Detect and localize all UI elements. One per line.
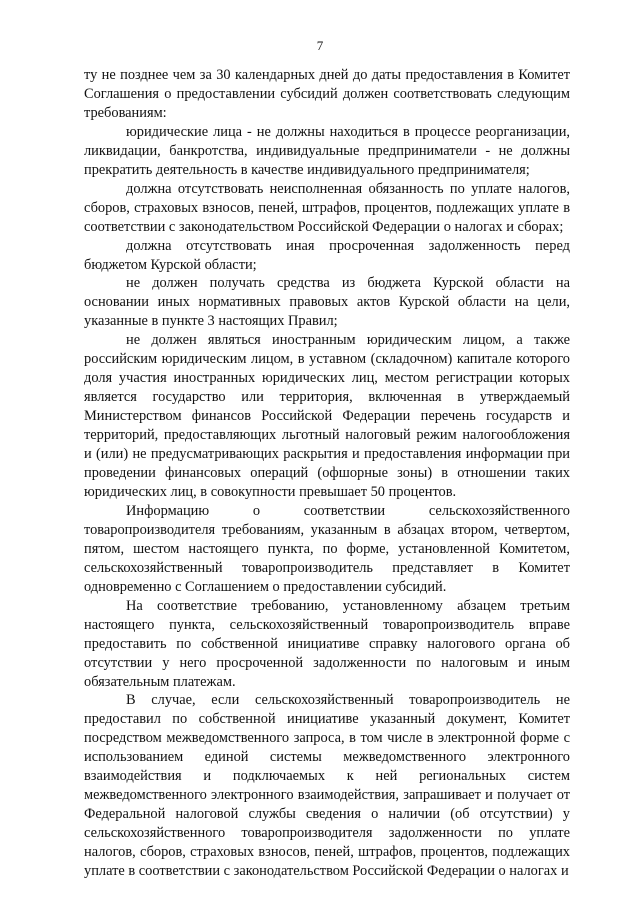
paragraph-tax-certificate: На соответствие требованию, установленному абзацем третьим настоящего пункта, сельскохозяйственный товаропроизводитель вправе предоставить по собственной инициативе справку налогового органа об отсутствии у него просроченной задолженности по налоговым и иным обязательным платежам.: [84, 597, 570, 690]
paragraph-requirement-foreign-entity: не должен являться иностранным юридическим лицом, а также российским юридическим лицом, в уставном (складочном) капитале которого доля участия иностранных юридических лиц, местом регистрации которых является государство или территория, включенная в утверждаемый Министерством финансов Российской Федерации перечень государств и территорий, предоставляющих льготный налоговый режим налогообложения и (или) не предусматривающих раскрытия и предоставления информации при проведении финансовых операций (офшорные зоны) в отношении таких юридических лиц, в совокупности превышает 50 процентов.: [84, 332, 570, 500]
paragraph-requirement-legal-entities: юридические лица - не должны находиться в процессе реорганизации, ликвидации, банкротства, индивидуальные предприниматели - не должны прекратить деятельность в качестве индивидуального предпринимателя;: [84, 123, 570, 178]
paragraph-requirement-budget-debt: должна отсутствовать иная просроченная задолженность перед бюджетом Курской области;: [84, 237, 570, 273]
page-number: 7: [316, 38, 324, 53]
paragraph-requirement-taxes: должна отсутствовать неисполненная обязанность по уплате налогов, сборов, страховых взносов, пеней, штрафов, процентов, подлежащих уплате в соответствии с законодательством Российской Федерации о налогах и сборах;: [84, 180, 570, 235]
paragraph-requirement-no-other-funding: не должен получать средства из бюджета Курской области на основании иных нормативных правовых актов Курской области на цели, указанные в пункте 3 настоящих Правил;: [84, 275, 570, 330]
paragraph-compliance-info: Информацию о соответствии сельскохозяйственного товаропроизводителя требованиям, указанным в абзацах втором, четвертом, пятом, шестом настоящего пункта, по форме, установленной Комитетом, сельскохозяйственный товаропроизводитель представляет в Комитет одновременно с Соглашением о предоставлении субсидий.: [84, 502, 570, 595]
document-body: [84, 66, 570, 881]
paragraph-interagency-request: В случае, если сельскохозяйственный товаропроизводитель не предоставил по собственной инициативе указанный документ, Комитет посредством межведомственного запроса, в том числе в электронной форме с использованием единой системы межведомственного электронного взаимодействия и подключаемых к ней региональных систем межведомственного электронного взаимодействия, запрашивает и получает от Федеральной налоговой службы сведения о наличии (об отсутствии) у сельскохозяйственного товаропроизводителя задолженности по уплате налогов, сборов, страховых взносов, пеней, штрафов, процентов, подлежащих уплате в соответствии с законодательством Российской Федерации о налогах и: [84, 692, 570, 880]
paragraph-continuation: ту не позднее чем за 30 календарных дней до даты предоставления в Комитет Соглашения о предоставлении субсидий должен соответствовать следующим требованиям:: [84, 67, 570, 121]
